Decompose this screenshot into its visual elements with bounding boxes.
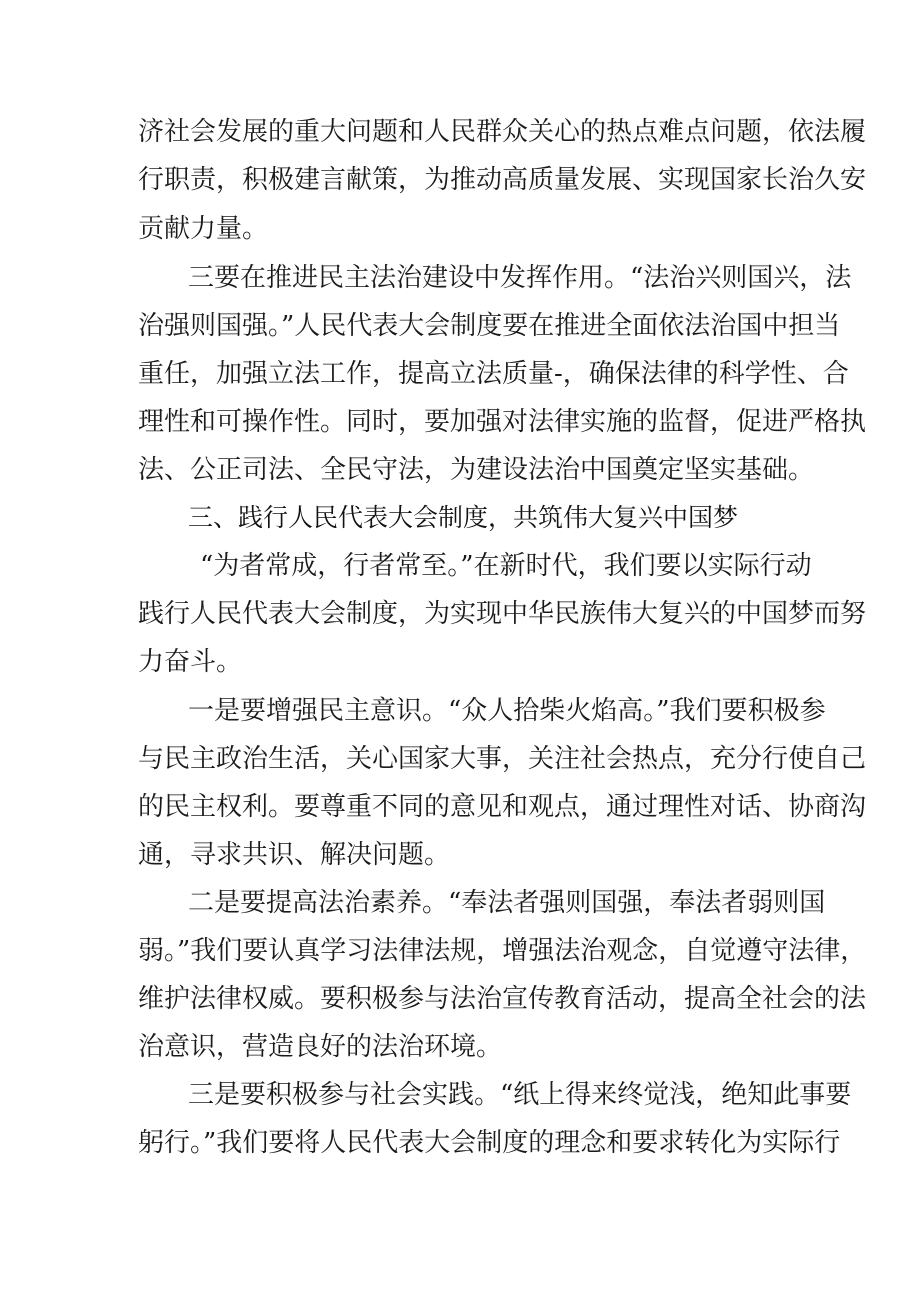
text-line: 贡献力量。 (138, 214, 269, 244)
text-line: 理性和可操作性。同时，要加强对法律实施的监督，促进严格执 (138, 407, 867, 437)
section-heading: 三、践行人民代表大会制度，共筑伟大复兴中国梦 (188, 503, 739, 532)
text-line: 践行人民代表大会制度，为实现中华民族伟大复兴的中国梦而努 (138, 599, 867, 629)
text-line: 行职责，积极建言献策，为推动高质量发展、实现国家长治久安 (138, 165, 867, 195)
text-line: 济社会发展的重大问题和人民群众关心的热点难点问题，依法履 (138, 117, 867, 147)
text-line: 法、公正司法、全民守法，为建设法治中国奠定坚实基础。 (138, 455, 815, 485)
text-line: 的民主权利。要尊重不同的意见和观点，通过理性对话、协商沟 (138, 792, 867, 822)
text-line: 弱。”我们要认真学习法律法规，增强法治观念，自觉遵守法律， (138, 936, 867, 966)
paragraph-start-line: 三要在推进民主法治建设中发挥作用。“法治兴则国兴，法 (188, 263, 852, 293)
paragraph-start-line: 三是要积极参与社会实践。“纸上得来终觉浅，绝知此事要 (188, 1080, 852, 1110)
paragraph-start-line: 一是要增强民主意识。“众人拾柴火焰高。”我们要积极参 (188, 696, 826, 726)
paragraph-start-line: “为者常成，行者常至。”在新时代，我们要以实际行动 (200, 551, 812, 581)
text-line: 治强则国强。”人民代表大会制度要在推进全面依法治国中担当 (138, 311, 841, 341)
text-line: 维护法律权威。要积极参与法治宣传教育活动，提高全社会的法 (138, 984, 867, 1014)
text-line: 重任，加强立法工作，提高立法质量-，确保法律的科学性、合 (138, 359, 849, 389)
text-line: 力奋斗。 (138, 647, 243, 677)
text-line: 躬行。”我们要将人民代表大会制度的理念和要求转化为实际行 (138, 1128, 841, 1158)
text-line: 与民主政治生活，关心国家大事，关注社会热点，充分行使自己 (138, 744, 867, 774)
paragraph-start-line: 二是要提高法治素养。“奉法者强则国强，奉法者弱则国 (188, 888, 826, 918)
text-line: 治意识，营造良好的法治环境。 (138, 1032, 503, 1062)
text-line: 通，寻求共识、解决问题。 (138, 840, 451, 870)
